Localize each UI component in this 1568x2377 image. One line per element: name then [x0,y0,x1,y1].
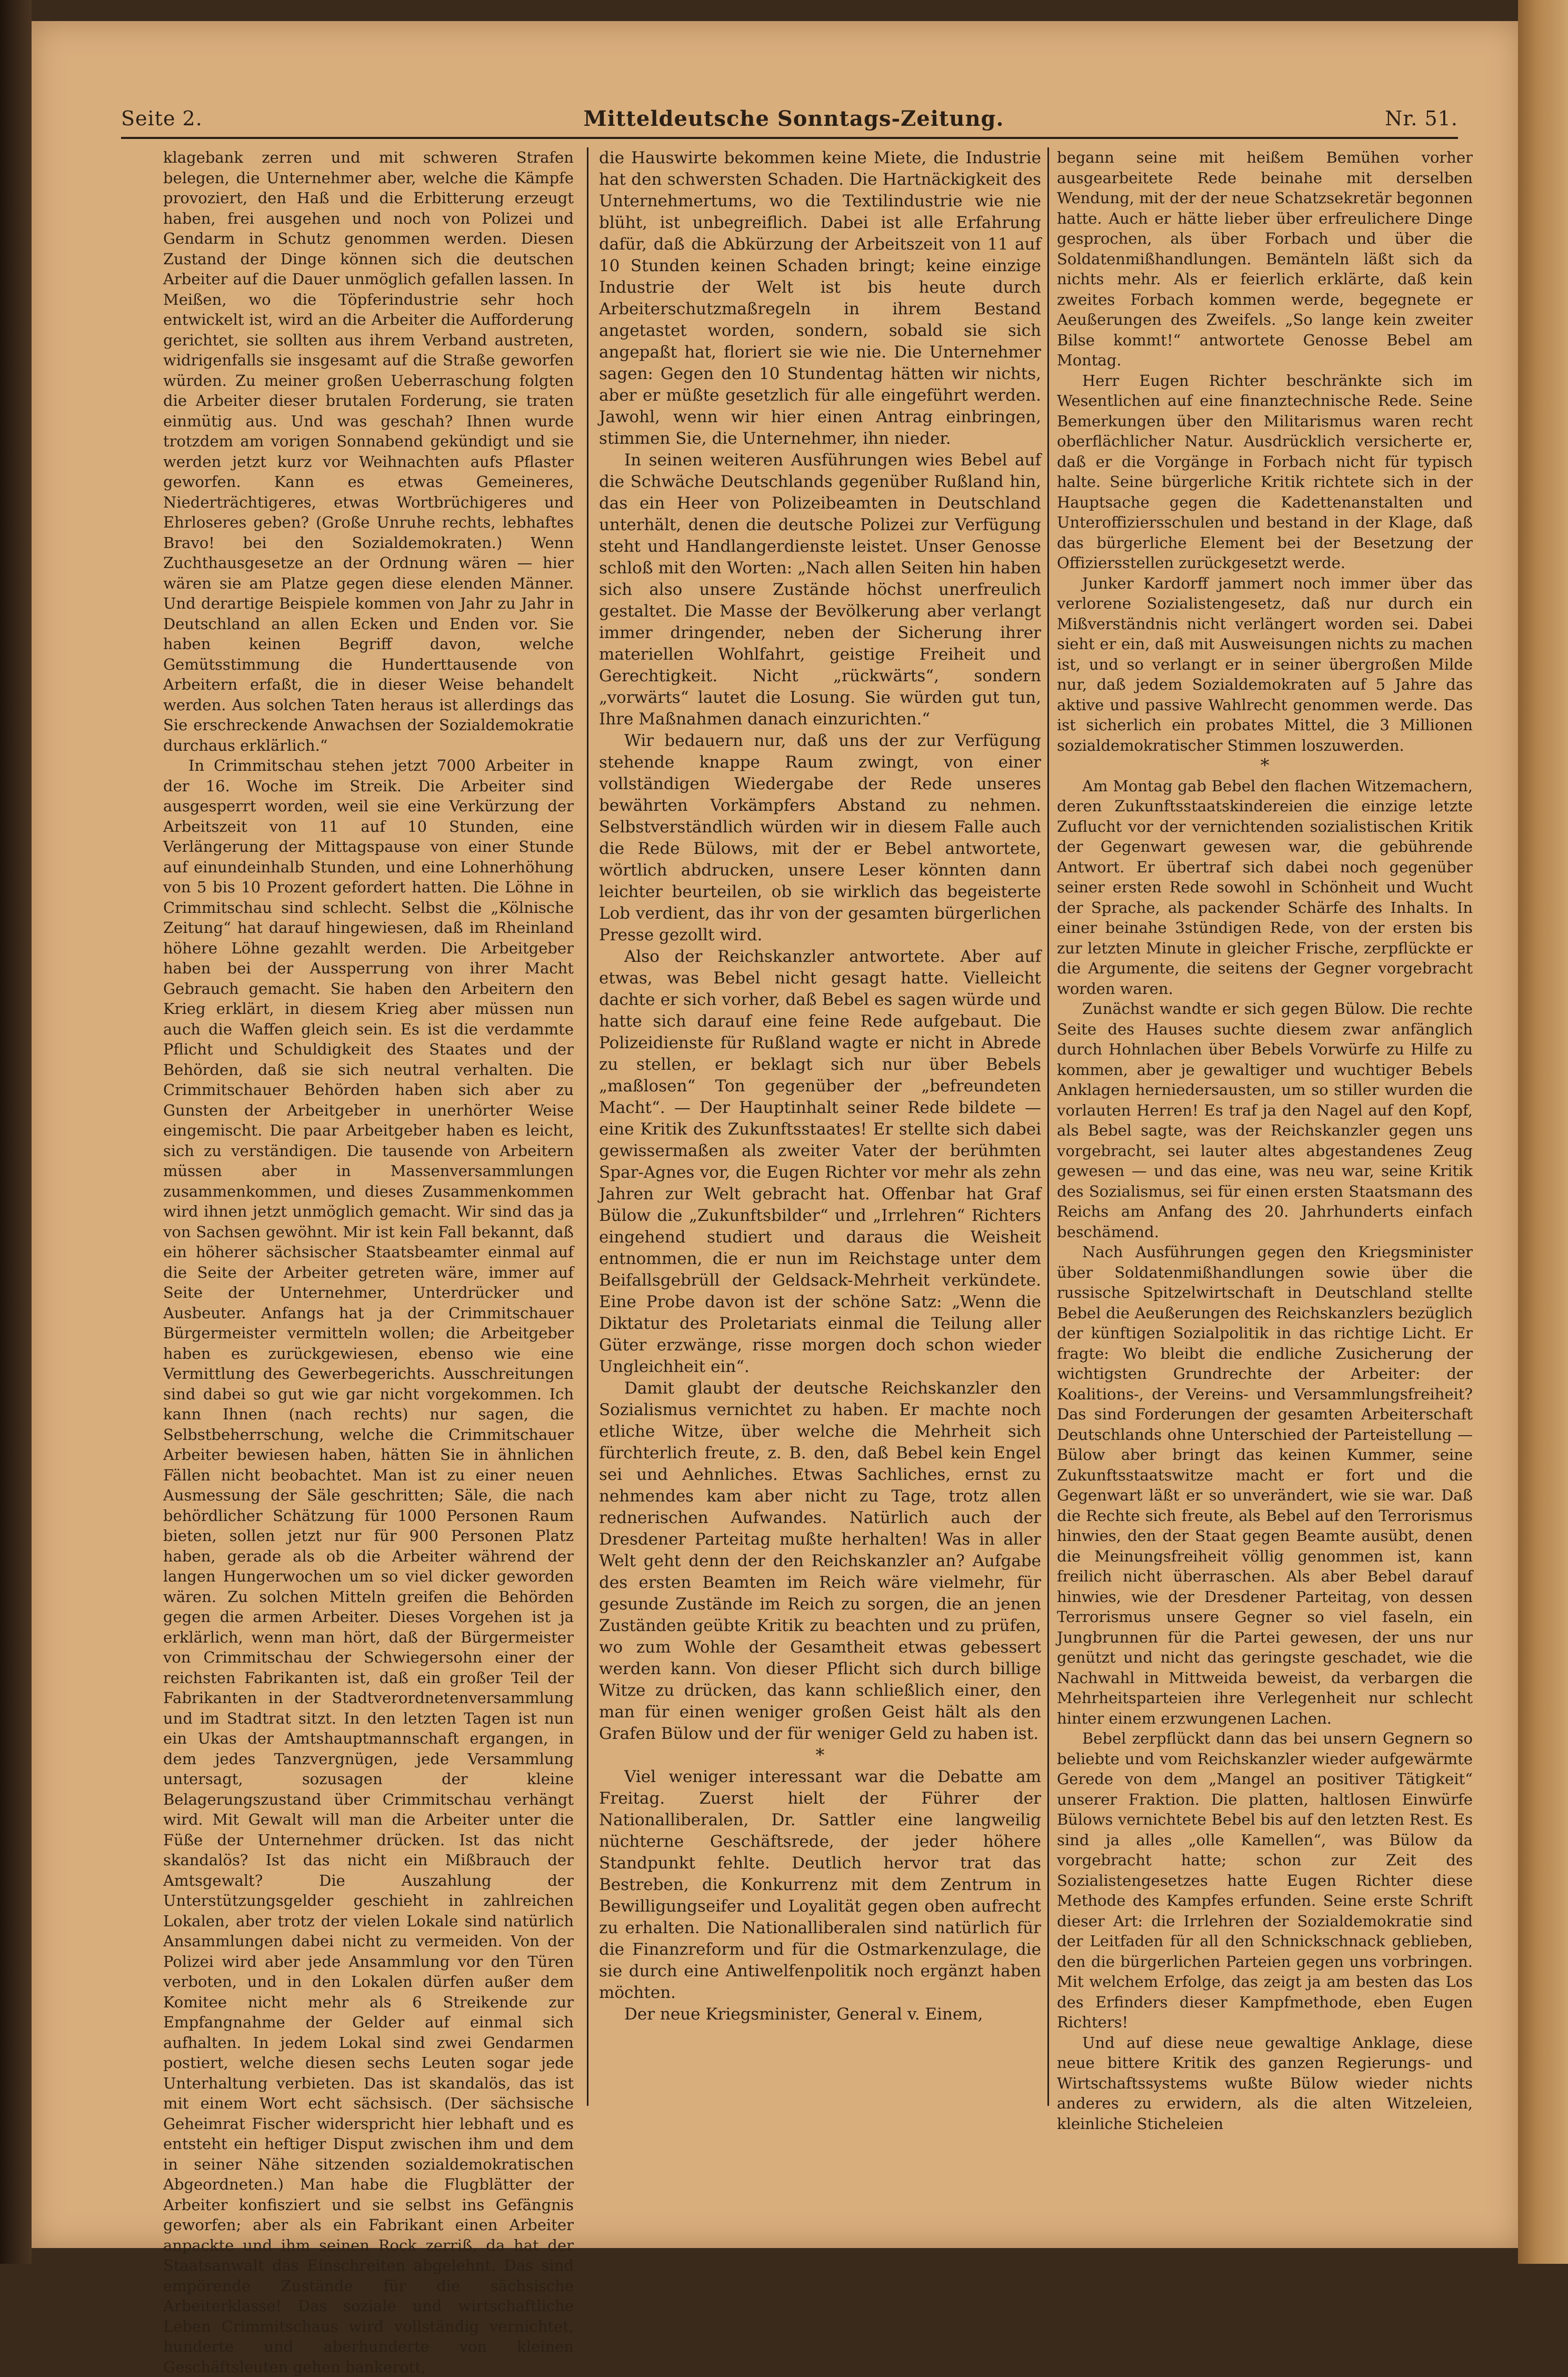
paragraph: Und auf diese neue gewaltige Anklage, diese neue bittere Kritik des ganzen Regierungs- und Wirtschaftssystems wußte Bülow wieder nichts anderes zu erwidern, als die alten Witzeleien, kleinliche Sticheleien [1057,2033,1473,2133]
issue-number: Nr. 51. [1385,107,1458,130]
paragraph: Nach Ausführungen gegen den Kriegsminister über Soldatenmißhandlungen sowie über die russische Spitzelwirtschaft in Deutschland stellte Bebel die Aeußerungen des Reichskanzlers bezüglich der künftigen Sozialpolitik in das richtige Licht. Er fragte: Wo bleibt die endliche Zusicherung der wichtigsten Grundrechte der Arbeiter: der Koalitions-, der Vereins- und Versammlungsfreiheit? Das sind Forderungen der gesamten Arbeiterschaft Deutschlands ohne Unterschied der Parteistellung — Bülow aber bringt das keinen Kummer, seine Zukunftsstaatswitze macht er fort und die Gegenwart läßt er so unverändert, wie sie war. Daß die Rechte sich freute, als Bebel auf den Terrorismus hinwies, den der Staat gegen Beamte ausübt, denen die Meinungsfreiheit völlig genommen ist, kann freilich nicht überraschen. Als aber Bebel darauf hinwies, wie der Dresdener Parteitag, von dessen Terrorismus unsere Gegner so viel faseln, ein Jungbrunnen für die Partei gewesen, der uns nur genützt und nicht das geringste geschadet, wie die Nachwahl in Mittweida beweist, da verbargen die Mehrheitsparteien ihre Verlegenheit nur schlecht hinter einem erzwungenen Lachen. [1057,1243,1473,1727]
scan-edge-left [0,0,32,2264]
paragraph: Wir bedauern nur, daß uns der zur Verfügung stehende knappe Raum zwingt, von einer vollständigen Wiedergabe der Rede unseres bewährten Vorkämpfers Abstand zu nehmen. Selbstverständlich würden wir in diesem Falle auch die Rede Bülows, mit der er Bebel antwortete, wörtlich abdrucken, unsere Leser könnten dann leichter beurteilen, ob sie wirklich das begeisterte Lob verdient, das ihr von der gesamten bürgerlichen Presse gezollt wird. [599,731,1041,944]
paragraph: Damit glaubt der deutsche Reichskanzler den Sozialismus vernichtet zu haben. Er machte noch etliche Witze, über welche die Mehrheit sich fürchterlich freute, z. B. den, daß Bebel kein Engel sei und Aehnliches. Etwas Sachliches, ernst zu nehmendes kam aber nicht zu Tage, trotz allen rednerischen Aufwandes. Natürlich auch der Dresdener Parteitag mußte herhalten! Was in aller Welt geht denn der den Reichskanzler an? Aufgabe des ersten Beamten im Reich wäre vielmehr, für gesunde Zustände im Reich zu sorgen, die an jenen Zuständen geübte Kritik zu beachten und zu prüfen, wo zum Wohle der Gesamtheit etwas gebessert werden kann. Von dieser Pflicht sich durch billige Witze zu drücken, das kann schließlich einer, den man für einen weniger großen Geist hält als den Grafen Bülow und der für weniger Geld zu haben ist. [599,1379,1041,1743]
paragraph: Viel weniger interessant war die Debatte am Freitag. Zuerst hielt der Führer der Nationalliberalen, Dr. Sattler eine langweilig nüchterne Geschäftsrede, der jeder höhere Standpunkt fehlte. Deutlich hervor trat das Bestreben, die Konkurrenz mit dem Zentrum in Bewilligungseifer und Loyalität gegen oben aufrecht zu erhalten. Die Nationalliberalen sind natürlich für die Finanzreform und für die Ostmarkenzulage, die sie durch eine Antiwelfenpolitik noch ergänzt haben möchten. [599,1767,1041,2002]
paragraph: In Crimmitschau stehen jetzt 7000 Arbeiter in der 16. Woche im Streik. Die Arbeiter sind ausgesperrt worden, weil sie eine Verkürzung der Arbeitszeit von 11 auf 10 Stunden, eine Verlängerung der Mittagspause von einer Stunde auf einundeinhalb Stunden, und eine Lohnerhöhung von 5 bis 10 Prozent gefordert hatten. Die Löhne in Crimmitschau sind schlecht. Selbst die „Kölnische Zeitung“ hat darauf hingewiesen, daß im Rheinland höhere Löhne gezahlt werden. Die Arbeitgeber haben bei der Aussperrung von ihrer Macht Gebrauch gemacht. Sie haben den Arbeitern den Krieg erklärt, in diesem Krieg aber müssen nun auch die Waffen gleich sein. Es ist die verdammte Pflicht und Schuldigkeit des Staates und der Behörden, daß sie sich neutral verhalten. Die Crimmitschauer Behörden haben sich aber zu Gunsten der Arbeitgeber in unerhörter Weise eingemischt. Die paar Arbeitgeber haben es leicht, sich zu verständigen. Die tausende von Arbeitern müssen aber in Massenversammlungen zusammenkommen, und dieses Zusammenkommen wird ihnen jetzt unmöglich gemacht. Wir sind das ja von Sachsen gewöhnt. Mir ist kein Fall bekannt, daß ein höherer sächsischer Staatsbeamter einmal auf die Seite der Arbeiter getreten wäre, immer auf Seite der Unternehmer, Unterdrücker und Ausbeuter. Anfangs hat ja der Crimmitschauer Bürgermeister vermitteln wollen; die Arbeitgeber haben es zurückgewiesen, ebenso wie eine Vermittlung des Gewerbegerichts. Ausschreitungen sind dabei so gut wie gar nicht vorgekommen. Ich kann Ihnen (nach rechts) nur sagen, die Selbstbeherrschung, welche die Crimmitschauer Arbeiter bewiesen haben, hätten Sie in ähnlichen Fällen nicht beobachtet. Man ist zu einer neuen Ausmessung der Säle geschritten; Säle, die nach behördlicher Schätzung für 1000 Personen Raum bieten, sollen jetzt nur für 900 Personen Platz haben, gerade als ob die Arbeiter während der langen Hungerwochen um so viel dicker geworden wären. Zu solchen Mitteln greifen die Behörden gegen die armen Arbeiter. Dieses Vorgehen ist ja erklärlich, wenn man hört, daß der Bürgermeister von Crimmitschau der Schwiegersohn einer der reichsten Fabrikanten ist, daß ein großer Teil der Fabrikanten in der Stadtverordnetenversammlung und im Stadtrat sitzt. In den letzten Tagen ist nun ein Ukas der Amtshauptmannschaft ergangen, in dem jedes Tanzvergnügen, jede Versammlung untersagt, sozusagen der kleine Belagerungszustand über Crimmitschau verhängt wird. Mit Gewalt will man die Arbeiter unter die Füße der Unternehmer drücken. Ist das nicht skandalös? Ist das nicht ein Mißbrauch der Amtsgewalt? Die Auszahlung der Unterstützungsgelder geschieht in zahlreichen Lokalen, aber trotz der vielen Lokale sind natürlich Ansammlungen dabei nicht zu vermeiden. Von der Polizei wird aber jede Ansammlung vor den Türen verboten, und in den Lokalen dürfen außer dem Komitee nicht mehr als 6 Streikende zur Empfangnahme der Gelder auf einmal sich aufhalten. In jedem Lokal sind zwei Gendarmen postiert, welche diesen sechs Leuten sogar jede Unterhaltung verbieten. Das ist skandalös, das ist mit einem Wort echt sächsisch. (Der sächsische Geheimrat Fischer widerspricht hier lebhaft und es entsteht ein heftiger Disput zwischen ihm und dem in seiner Nähe sitzenden sozialdemokratischen Abgeordneten.) Man habe die Flugblätter der Arbeiter konfisziert und sie selbst ins Gefängnis geworfen; aber als ein Fabrikant einen Arbeiter anpackte und ihm seinen Rock zerriß, da hat der Staatsanwalt das Einschreiten abgelehnt. Das sind empörende Zustände für die sächsische Arbeiterklasse! Das soziale und wirtschaftliche Leben Crimmitschaus wird vollständig vernichtet, hunderte und aberhunderte von kleinen Geschäftsleuten gehen bankerott, [163,757,574,2376]
paragraph: begann seine mit heißem Bemühen vorher ausgearbeitete Rede beinahe mit derselben Wendung, mit der der neue Schatzsekretär begonnen hatte. Auch er hätte lieber über erfreulichere Dinge gesprochen, als über Forbach und über die Soldatenmißhandlungen. Bemänteln läßt sich da nichts mehr. Als er feierlich erklärte, daß kein zweites Forbach kommen werde, begegnete er Aeußerungen des Zweifels. „So lange kein zweiter Bilse kommt!“ antwortete Genosse Bebel am Montag. [1057,148,1473,369]
paragraph: Junker Kardorff jammert noch immer über das verlorene Sozialistengesetz, daß nur durch ein Mißverständnis nicht verlängert worden sei. Dabei sieht er ein, daß mit Ausweisungen nichts zu machen ist, und so verlangt er in seiner übergroßen Milde nur, daß jedem Sozialdemokraten auf 5 Jahre das aktive und passive Wahlrecht genommen werde. Das ist sicherlich ein probates Mittel, die 3 Millionen sozialdemokratischer Stimmen loszuwerden. [1057,574,1473,754]
section-separator: * [815,1745,825,1766]
column-rule [1047,147,1049,2106]
paragraph: klagebank zerren und mit schweren Strafen belegen, die Unternehmer aber, welche die Kämpfe provoziert, den Haß und die Erbitterung erzeugt haben, frei ausgehen und noch von Polizei und Gendarm in Schutz genommen werden. Diesen Zustand der Dinge können sich die deutschen Arbeiter auf die Dauer unmöglich gefallen lassen. In Meißen, wo die Töpferindustrie sehr hoch entwickelt ist, wird an die Arbeiter die Aufforderung gerichtet, sie sollten aus ihrem Verband austreten, widrigenfalls sie insgesamt auf die Straße geworfen würden. Zu meiner großen Ueberraschung folgten die Arbeiter dieser brutalen Forderung, sie traten einmütig aus. Und was geschah? Ihnen wurde trotzdem am vorigen Sonnabend gekündigt und sie werden jetzt kurz vor Weihnachten aufs Pflaster geworfen. Kann es etwas Gemeineres, Niederträchtigeres, etwas Wortbrüchigeres und Ehrloseres geben? (Große Unruhe rechts, lebhaftes Bravo! bei den Sozialdemokraten.) Wenn Zuchthausgesetze an der Ordnung wären — hier wären sie am Platze gegen diese elenden Männer. Und derartige Beispiele kommen von Jahr zu Jahr in Deutschland an allen Ecken und Enden vor. Sie haben keinen Begriff davon, welche Gemütsstimmung die Hunderttausende von Arbeitern erfaßt, die in dieser Weise behandelt werden. Aus solchen Taten heraus ist allerdings das Sie erschreckende Anwachsen der Sozialdemokratie durchaus erklärlich.“ [163,148,574,754]
paragraph: Am Montag gab Bebel den flachen Witzemachern, deren Zukunftsstaatskindereien die einzige letzte Zuflucht vor der vernichtenden sozialistischen Kritik der Gegenwart gewesen war, die gebührende Antwort. Er übertraf sich dabei noch gegenüber seiner ersten Rede sowohl in Schönheit und Wucht der Sprache, als packender Schärfe des Inhalts. In einer beinahe 3stündigen Rede, von der ersten bis zur letzten Minute in gleicher Frische, zerpflückte er die Argumente, die seitens der Gegner vorgebracht worden waren. [1057,777,1473,998]
masthead: Mitteldeutsche Sonntags-Zeitung. [583,106,1004,131]
page-number: Seite 2. [121,107,203,130]
paragraph: Herr Eugen Richter beschränkte sich im Wesentlichen auf eine finanztechnische Rede. Seine Bemerkungen über den Militarismus waren recht oberflächlicher Natur. Ausdrücklich versicherte er, daß er die Vorgänge in Forbach nicht für typisch halte. Seine bürgerliche Kritik richtete sich in der Hauptsache gegen die Kadettenanstalten und Unteroffiziersschulen und bestand in der Klage, daß das bürgerliche Element bei der Besetzung der Offiziersstellen zurückgesetzt werde. [1057,371,1473,572]
text-column-1 [163,147,574,2376]
column-rule [587,147,588,2106]
paragraph: Bebel zerpflückt dann das bei unsern Gegnern so beliebte und vom Reichskanzler wieder aufgewärmte Gerede von dem „Mangel an positiver Tätigkeit“ unserer Fraktion. Die platten, haltlosen Einwürfe Bülows vernichtete Bebel bis auf den letzten Rest. Es sind ja alles „olle Kamellen“, was Bülow da vorgebracht hatte; schon zur Zeit des Sozialistengesetzes hatte Eugen Richter diese Methode des Kampfes erfunden. Seine erste Schrift dieser Art: die Irrlehren der Sozialdemokratie sind der Leitfaden für all den Schnickschnack geblieben, den die bürgerlichen Parteien gegen uns vorbringen. Mit welchem Erfolge, das zeigt ja am besten das Los des Erfinders dieser Kampfmethode, eben Eugen Richters! [1057,1729,1473,2031]
page-edge-right [1518,0,1568,2264]
paragraph: Also der Reichskanzler antwortete. Aber auf etwas, was Bebel nicht gesagt hatte. Vielleicht dachte er sich vorher, daß Bebel es sagen würde und hatte sich darauf eine feine Rede aufgebaut. Die Polizeidienste für Rußland wagte er nicht in Abrede zu stellen, er beklagt sich nur über Bebels „maßlosen“ Ton gegenüber der „befreundeten Macht“. — Der Hauptinhalt seiner Rede bildete — eine Kritik des Zukunftsstaates! Er stellte sich dabei gewissermaßen als zweiter Vater der berühmten Spar-Agnes vor, die Eugen Richter vor mehr als zehn Jahren zur Welt gebracht hat. Offenbar hat Graf Bülow die „Zukunftsbilder“ und „Irrlehren“ Richters eingehend studiert und daraus die Weisheit entnommen, die er nun im Reichstage unter dem Beifallsgebrüll der Geldsack-Mehrheit verkündete. Eine Probe davon ist der schöne Satz: „Wenn die Diktatur des Proletariats einmal die Teilung aller Güter erzwänge, risse morgen doch schon wieder Ungleichheit ein“. [599,947,1041,1376]
page-header [121,100,1458,139]
paragraph: In seinen weiteren Ausführungen wies Bebel auf die Schwäche Deutschlands gegenüber Rußland hin, das ein Heer von Polizeibeamten in Deutschland unterhält, denen die deutsche Polizei zur Verfügung steht und Handlangerdienste leistet. Unser Genosse schloß mit den Worten: „Nach allen Seiten hin haben sich also unsere Zustände höchst unerfreulich gestaltet. Die Masse der Bevölkerung aber verlangt immer dringender, neben der Sicherung ihrer materiellen Wohlfahrt, geistige Freiheit und Gerechtigkeit. Nicht „rückwärts“, sondern „vorwärts“ lautet die Losung. Sie würden gut tun, Ihre Maßnahmen danach einzurichten.“ [599,451,1041,729]
text-column-3 [1057,147,1473,2185]
paragraph: die Hauswirte bekommen keine Miete, die Industrie hat den schwersten Schaden. Die Hartnäckigkeit des Unternehmertums, wo die Textilindustrie wie nie blüht, ist unbegreiflich. Dabei ist alle Erfahrung dafür, daß die Abkürzung der Arbeitszeit von 11 auf 10 Stunden keinen Schaden bringt; keine einzige Industrie der Welt ist bis heute durch Arbeiterschutzmaßregeln in ihrem Bestand angetastet worden, sondern, sobald sie sich angepaßt hat, floriert sie wie nie. Die Unternehmer sagen: Gegen den 10 Stundentag hätten wir nichts, aber er müßte gesetzlich für alle eingeführt werden. Jawohl, wenn wir hier einen Antrag einbringen, stimmen Sie, die Unternehmer, ihn nieder. [599,148,1041,448]
paragraph: Der neue Kriegsminister, General v. Einem, [624,2005,983,2024]
paragraph: Zunächst wandte er sich gegen Bülow. Die rechte Seite des Hauses suchte diesem zwar anfänglich durch Hohnlachen über Bebels Vorwürfe zu Hilfe zu kommen, aber je gewaltiger und wuchtiger Bebels Anklagen herniedersausten, um so stiller wurden die vorlauten Herren! Es traf ja den Nagel auf den Kopf, als Bebel sagte, was der Reichskanzler gegen uns vorgebracht, sei lauter altes abgestandenes Zeug gewesen — und das eine, was neu war, seine Kritik des Sozialismus, sei für einen ersten Staatsmann des Reichs am Anfang des 20. Jahrhunderts einfach beschämend. [1057,1000,1473,1241]
section-separator: * [1260,755,1270,776]
text-column-2 [599,147,1041,2185]
